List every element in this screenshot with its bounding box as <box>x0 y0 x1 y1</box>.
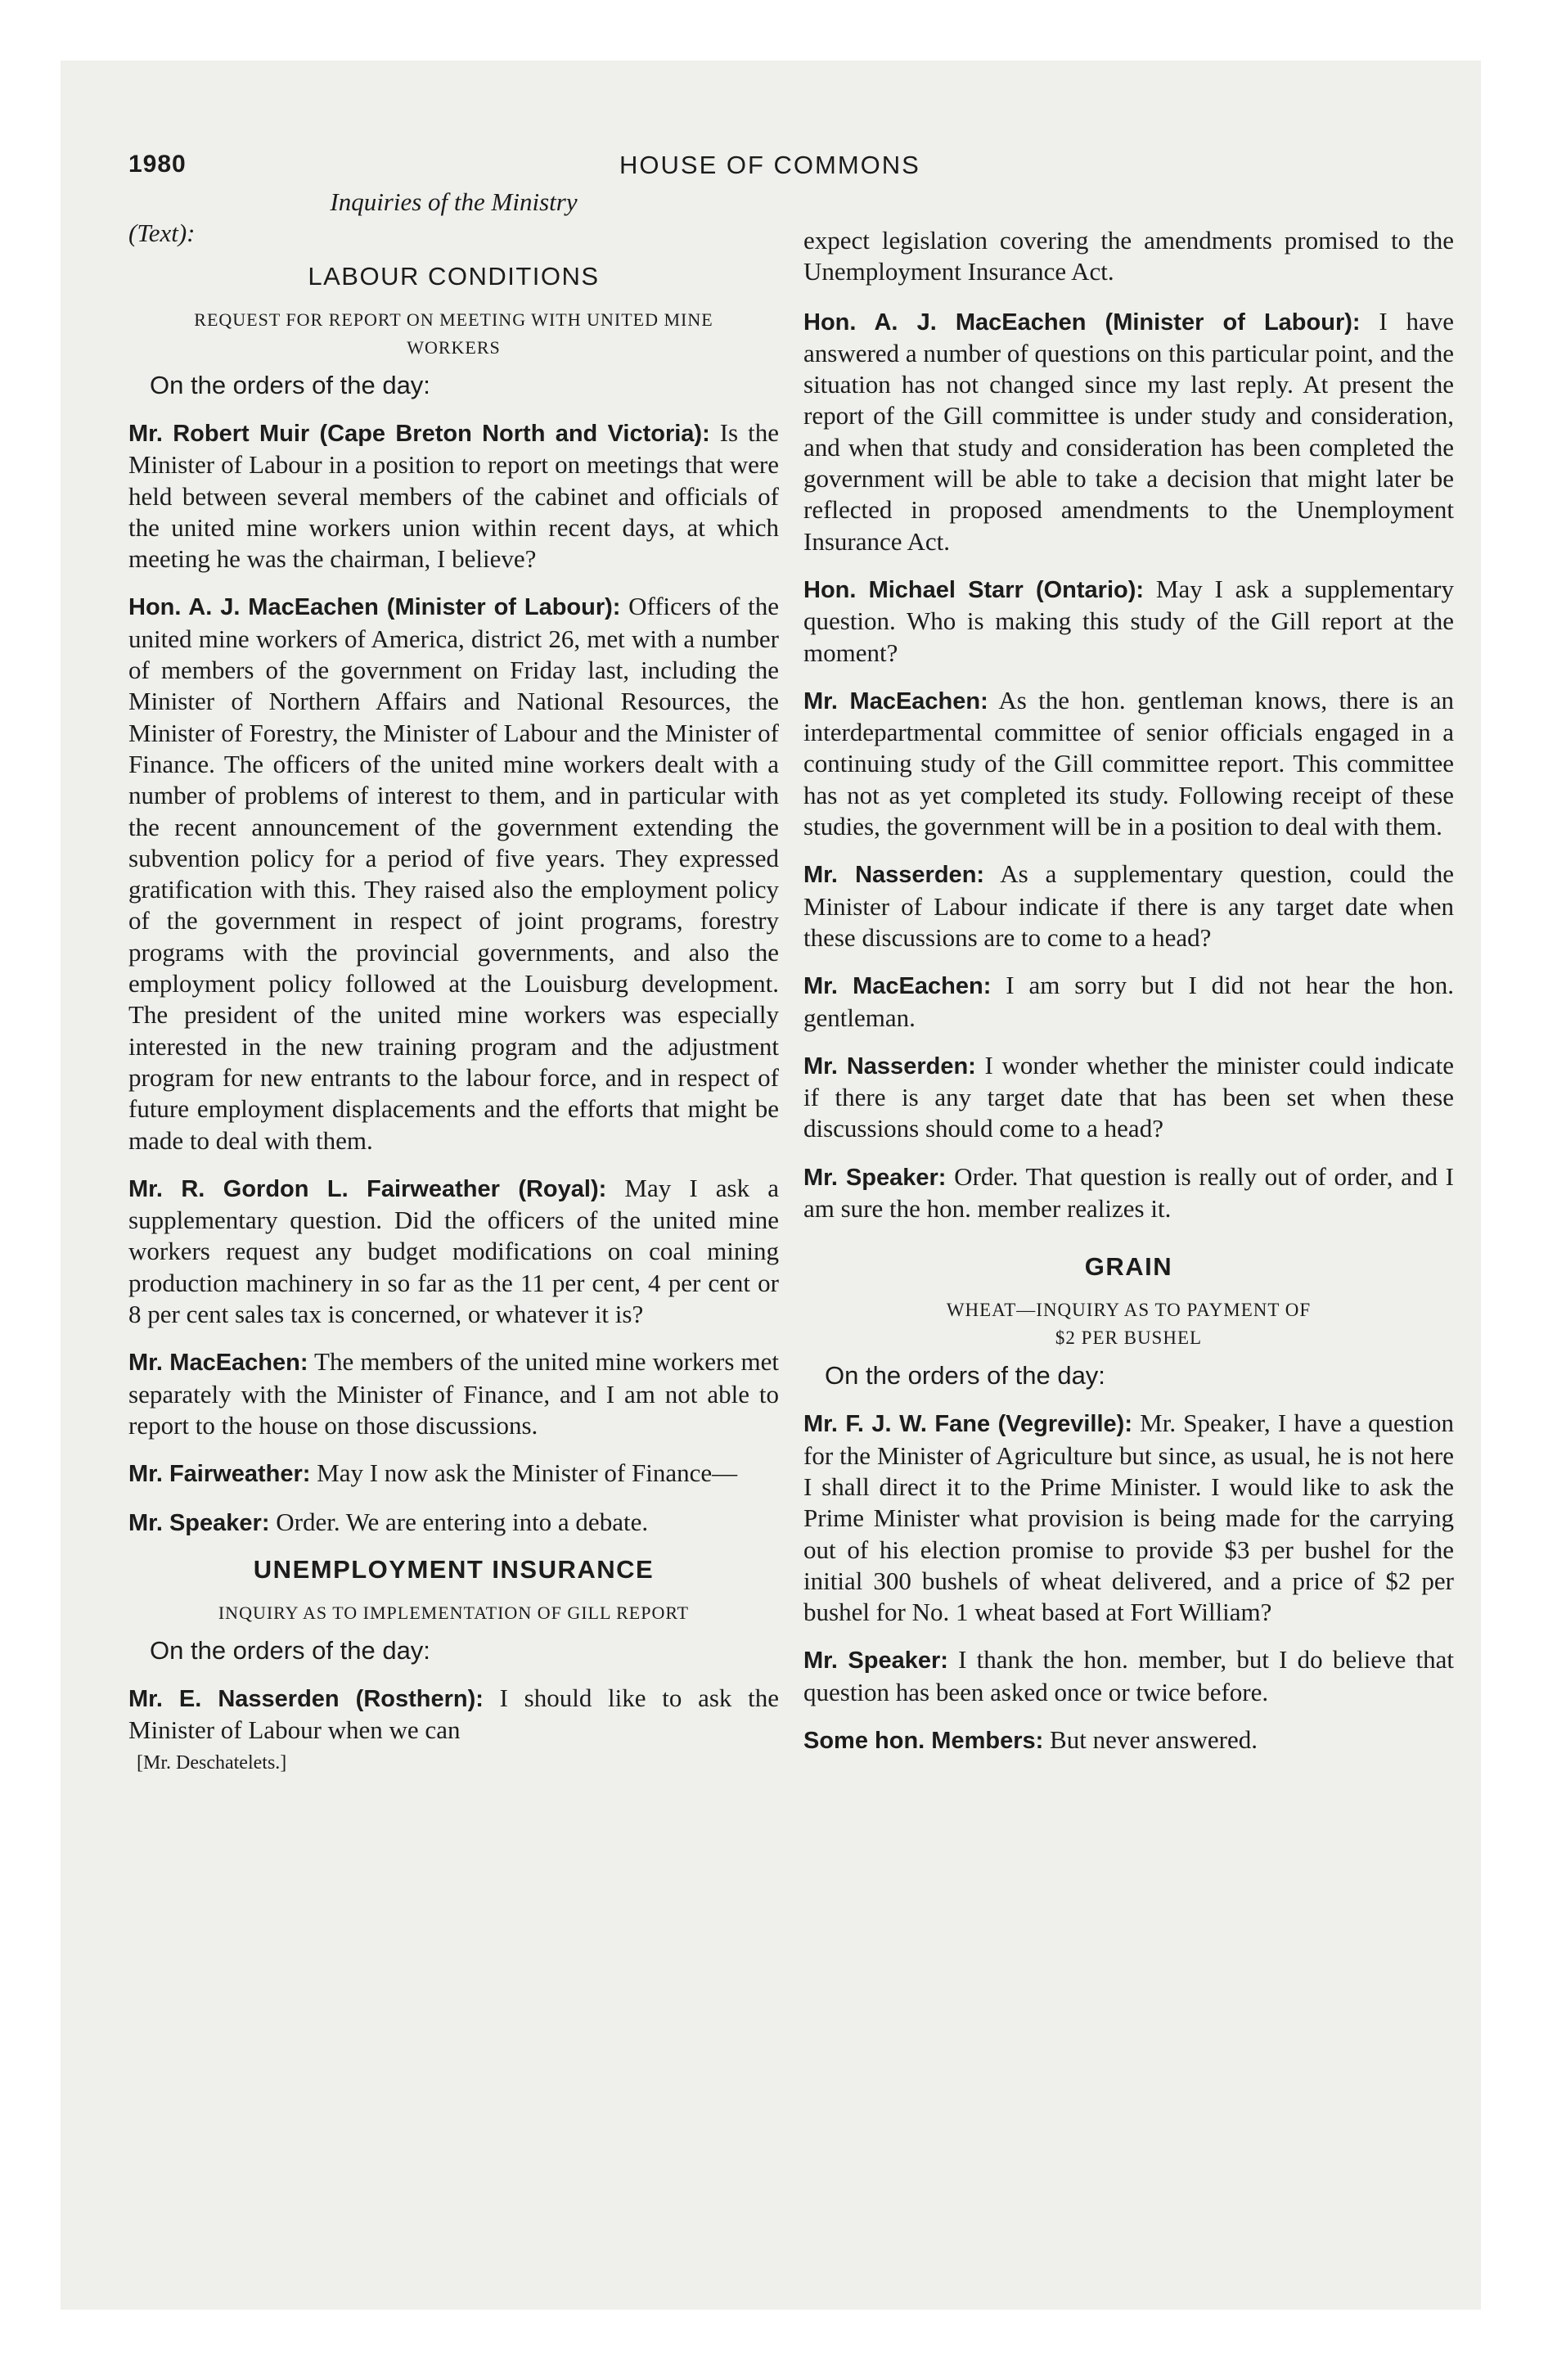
orders-of-day-2: On the orders of the day: <box>150 1635 430 1665</box>
speaker-fane: Mr. F. J. W. Fane (Vegreville): <box>803 1411 1132 1438</box>
speaker-nasserden: Mr. Nasserden: <box>803 862 985 889</box>
speech-text: May I now ask the Minister of Finance— <box>310 1458 738 1488</box>
speaker-maceachen: Mr. MacEachen: <box>128 1350 308 1377</box>
subheading-grain <box>803 1296 1454 1352</box>
subheading-labour: REQUEST FOR REPORT ON MEETING WITH UNITED MINE WORKERS <box>194 309 713 358</box>
speaker-maceachen: Hon. A. J. MacEachen (Minister of Labour): <box>803 309 1361 336</box>
speech-text: The members of the united mine workers met separately with the Minister of Finance, and I am not able to report to the house on those discussions. <box>128 1347 779 1440</box>
speech-text: May I ask a supplementary question. Who is making this study of the Gill report at the moment? <box>803 574 1454 667</box>
speaker-maceachen: Mr. MacEachen: <box>803 687 988 714</box>
speaker-starr: Hon. Michael Starr (Ontario): <box>803 576 1145 603</box>
footer-speaker-note: [Mr. Deschatelets.] <box>137 1752 287 1774</box>
speech-nasserden-3 <box>803 1050 1454 1145</box>
speaker-speaker: Mr. Speaker: <box>128 1509 270 1536</box>
speech-speaker-2 <box>803 1161 1454 1225</box>
speech-maceachen-5 <box>803 970 1454 1034</box>
speech-members <box>803 1724 1454 1756</box>
speech-muir <box>128 417 779 575</box>
speech-maceachen-1 <box>128 591 779 1156</box>
speaker-maceachen: Mr. MacEachen: <box>803 973 992 1000</box>
speech-fairweather-2 <box>128 1458 779 1490</box>
speech-text: Order. We are entering into a debate. <box>269 1507 649 1536</box>
right-column <box>803 225 1454 1773</box>
heading-unemployment-insurance: UNEMPLOYMENT INSURANCE <box>253 1554 655 1584</box>
speaker-members: Some hon. Members: <box>803 1727 1044 1754</box>
speech-text: I am sorry but I did not hear the hon. gentleman. <box>803 971 1455 1032</box>
orders-of-day-3: On the orders of the day: <box>825 1361 1105 1391</box>
speech-text: May I ask a supplementary question. Did the officers of the united mine workers request any budget modifications on coal mining production machinery in so far as the 11 per cent, 4 per cent or 8 per cent sales tax is concerned, or whatever it is? <box>128 1173 779 1329</box>
section-inquiries: Inquiries of the Ministry <box>330 187 578 216</box>
page-header <box>128 151 1462 183</box>
speech-nasserden-2 <box>803 859 1454 953</box>
page-number: 1980 <box>128 151 187 178</box>
speech-text: I wonder whether the minister could indicate if there is any target date that has been set when these discussions should come to a head? <box>803 1050 1455 1143</box>
speaker-speaker: Mr. Speaker: <box>803 1164 947 1191</box>
running-title: HOUSE OF COMMONS <box>619 151 920 179</box>
speech-maceachen-2 <box>128 1346 779 1441</box>
speech-nasserden-1 <box>128 1683 779 1747</box>
speech-text: I should like to ask the Minister of Labour when we can <box>128 1683 779 1745</box>
speech-text: I thank the hon. member, but I do believe that question has been asked once or twice before. <box>803 1645 1454 1706</box>
speech-text: Order. That question is really out of order, and I am sure the hon. member realizes it. <box>803 1161 1454 1224</box>
subheading-unemployment: INQUIRY AS TO IMPLEMENTATION OF GILL REPORT <box>218 1602 690 1623</box>
speech-text: I have answered a number of questions on this particular point, and the situation has not changed since my last reply. At present the report of the Gill committee is under study and consideration, and when that study and consideration has been completed the government will be able to take a decision that might later be reflected in proposed amendments to the Unemployment Insurance Act. <box>803 306 1454 556</box>
speech-maceachen-3 <box>803 306 1454 557</box>
speech-fairweather-1 <box>128 1173 779 1330</box>
speaker-muir: Mr. Robert Muir (Cape Breton North and Victoria): <box>128 421 710 447</box>
speech-text: Officers of the united mine workers of America, district 26, met with a number of members of the government on Friday last, including the Minister of Northern Affairs and National Resources, the Minister of Forestry, the Minister of Labour and the Minister of Finance. The officers of the united mine workers dealt with a number of problems of interest to them, and in particular with the recent announcement of the government extending the subvention policy for a period of five years. They expressed gratification with this. They raised also the employment policy of the government in respect of joint programs, forestry programs with the provincial governments, and also the employment policy followed at the Louisburg development. The president of the united mine workers was especially interested in the new training program and the adjustment program for new entrants to the labour force, and in respect of future employment displacements and the efforts that might be made to deal with them. <box>128 592 779 1155</box>
heading-labour-conditions: LABOUR CONDITIONS <box>308 262 600 291</box>
speech-fane <box>803 1408 1454 1628</box>
speaker-nasserden: Mr. E. Nasserden (Rosthern): <box>128 1685 484 1712</box>
subheading-grain-line-1: WHEAT—INQUIRY AS TO PAYMENT OF <box>946 1300 1312 1321</box>
speech-text: Mr. Speaker, I have a question for the Minister of Agriculture but since, as usual, he is not here I shall direct it to the Prime Minister. I would like to ask the Prime Minister what provision is being made for the carrying out of his election promise to provide $3 per bushel for the initial 300 bushels of wheat delivered, and a price of $2 per bushel for No. 1 wheat based at Fort William? <box>803 1409 1455 1627</box>
heading-grain: GRAIN <box>1084 1252 1173 1282</box>
speech-speaker-1 <box>128 1507 779 1539</box>
speaker-speaker: Mr. Speaker: <box>803 1648 948 1675</box>
orders-of-day-1: On the orders of the day: <box>150 371 430 399</box>
speech-text: Is the Minister of Labour in a position to report on meetings that were held between several members of the cabinet and officials of the united mine workers union within recent days, at which meeting he was the chairman, I believe? <box>128 418 779 574</box>
speech-maceachen-4 <box>803 685 1454 842</box>
subheading-grain-line-2: $2 PER BUSHEL <box>1055 1327 1203 1349</box>
text-marker: (Text): <box>128 219 196 247</box>
speech-speaker-3 <box>803 1644 1454 1708</box>
speech-continuation: expect legislation covering the amendments promised to the Unemployment Insurance Act. <box>803 226 1454 286</box>
speech-starr <box>803 574 1454 669</box>
speaker-fairweather: Mr. Fairweather: <box>128 1461 311 1488</box>
speaker-nasserden: Mr. Nasserden: <box>803 1053 976 1080</box>
speaker-fairweather: Mr. R. Gordon L. Fairweather (Royal): <box>128 1175 607 1202</box>
speaker-maceachen: Hon. A. J. MacEachen (Minister of Labour): <box>128 594 621 621</box>
speech-text: But never answered. <box>1043 1724 1258 1754</box>
speech-text: As the hon. gentleman knows, there is an interdepartmental committee of senior officials engaged in a continuing study of the Gill committee report. This committee has not as yet completed its study. Following receipt of these studies, the government will be in a position to deal with them. <box>803 685 1455 841</box>
left-column <box>128 187 779 1774</box>
speech-text: As a supplementary question, could the Minister of Labour indicate if there is any target date when these discussions are to come to a head? <box>803 859 1454 952</box>
